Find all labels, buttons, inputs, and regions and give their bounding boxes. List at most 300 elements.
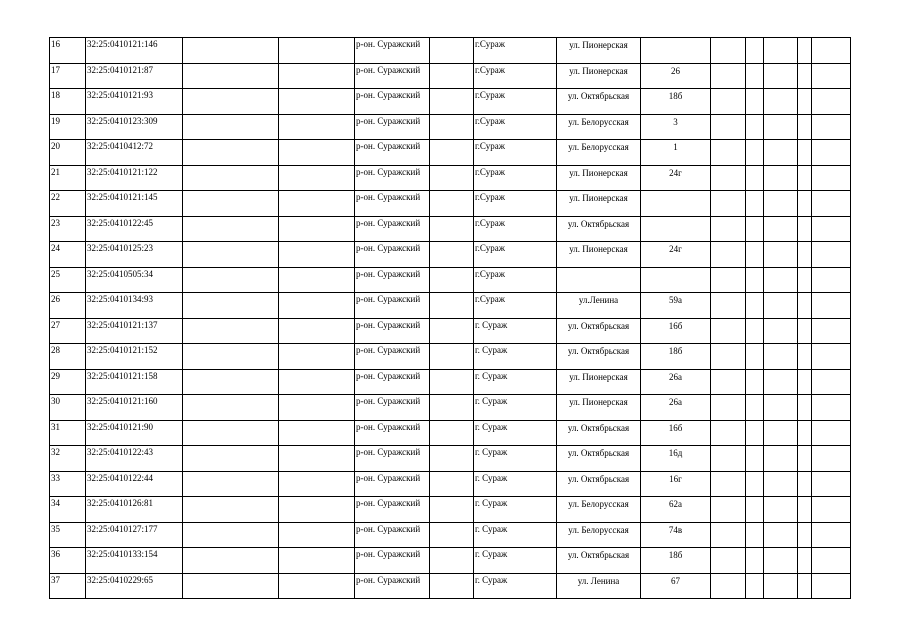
cell-empty [798, 242, 812, 268]
cell-street: ул. Пионерская [557, 191, 641, 217]
cell-house: 24г [641, 165, 711, 191]
cell-empty [430, 89, 474, 115]
cell-empty [711, 471, 746, 497]
table-row [50, 191, 851, 217]
cell-empty [430, 548, 474, 574]
cell-empty [279, 522, 355, 548]
cell-empty [764, 267, 798, 293]
cell-empty [279, 318, 355, 344]
cell-street: ул. Октябрьская [557, 318, 641, 344]
cell-empty [812, 89, 851, 115]
cell-empty [183, 369, 279, 395]
cell-empty [183, 497, 279, 523]
cell-empty [430, 395, 474, 421]
cell-empty [812, 420, 851, 446]
table-row [50, 420, 851, 446]
cell-num: 34 [50, 497, 86, 523]
cell-house: 59а [641, 293, 711, 319]
table-row [50, 471, 851, 497]
cell-empty [764, 63, 798, 89]
cell-city: г. Сураж [474, 420, 557, 446]
cell-street: ул. Октябрьская [557, 344, 641, 370]
cell-house: 74в [641, 522, 711, 548]
cell-empty [812, 267, 851, 293]
cell-empty [711, 548, 746, 574]
table-row [50, 446, 851, 472]
cell-empty [798, 293, 812, 319]
cell-cad: 32:25:0410121:87 [86, 63, 183, 89]
cell-empty [746, 446, 764, 472]
cell-empty [812, 471, 851, 497]
cell-city: г.Сураж [474, 191, 557, 217]
cell-empty [798, 548, 812, 574]
cell-num: 35 [50, 522, 86, 548]
cell-empty [183, 114, 279, 140]
cell-house: 16б [641, 318, 711, 344]
cell-empty [711, 344, 746, 370]
cell-empty [711, 242, 746, 268]
table-row [50, 242, 851, 268]
cell-empty [279, 471, 355, 497]
cell-empty [183, 420, 279, 446]
cell-empty [798, 63, 812, 89]
cell-empty [430, 63, 474, 89]
cell-city: г. Сураж [474, 318, 557, 344]
cell-empty [746, 573, 764, 599]
cell-city: г.Сураж [474, 293, 557, 319]
cell-empty [183, 216, 279, 242]
cell-empty [279, 446, 355, 472]
cell-num: 33 [50, 471, 86, 497]
cell-cad: 32:25:0410505:34 [86, 267, 183, 293]
cell-empty [279, 63, 355, 89]
cell-empty [430, 216, 474, 242]
cell-street: ул. Октябрьская [557, 471, 641, 497]
cell-house: 16г [641, 471, 711, 497]
cell-empty [430, 38, 474, 64]
table-row [50, 548, 851, 574]
cell-district: р-он. Суражский [355, 63, 430, 89]
cell-empty [711, 318, 746, 344]
cell-empty [711, 165, 746, 191]
cell-district: р-он. Суражский [355, 267, 430, 293]
cell-cad: 32:25:0410126:81 [86, 497, 183, 523]
table-body [50, 38, 851, 599]
cell-street: ул. Ленина [557, 573, 641, 599]
cell-num: 26 [50, 293, 86, 319]
cell-cad: 32:25:0410121:158 [86, 369, 183, 395]
cell-num: 25 [50, 267, 86, 293]
cell-street: ул.Ленина [557, 293, 641, 319]
cell-empty [430, 293, 474, 319]
cell-cad: 32:25:0410121:160 [86, 395, 183, 421]
cell-empty [764, 369, 798, 395]
cell-empty [798, 318, 812, 344]
cell-district: р-он. Суражский [355, 318, 430, 344]
cell-empty [279, 89, 355, 115]
cell-empty [746, 38, 764, 64]
cell-empty [812, 140, 851, 166]
cell-city: г.Сураж [474, 165, 557, 191]
cell-cad: 32:25:0410125:23 [86, 242, 183, 268]
cell-empty [798, 191, 812, 217]
cell-city: г. Сураж [474, 471, 557, 497]
cell-empty [812, 242, 851, 268]
cell-house: 3 [641, 114, 711, 140]
cell-house: 16д [641, 446, 711, 472]
cell-num: 23 [50, 216, 86, 242]
cell-empty [764, 89, 798, 115]
cell-empty [183, 395, 279, 421]
table-row [50, 318, 851, 344]
cell-empty [279, 140, 355, 166]
cell-street: ул. Октябрьская [557, 446, 641, 472]
cell-street: ул. Пионерская [557, 395, 641, 421]
cell-house [641, 38, 711, 64]
cell-house: 26а [641, 369, 711, 395]
cell-empty [430, 497, 474, 523]
cell-city: г.Сураж [474, 38, 557, 64]
cell-cad: 32:25:0410134:93 [86, 293, 183, 319]
cell-empty [798, 446, 812, 472]
cell-empty [746, 420, 764, 446]
cell-empty [279, 114, 355, 140]
cell-empty [711, 38, 746, 64]
cell-district: р-он. Суражский [355, 497, 430, 523]
cell-street: ул. Пионерская [557, 242, 641, 268]
cell-empty [711, 114, 746, 140]
cell-city: г. Сураж [474, 369, 557, 395]
cell-num: 24 [50, 242, 86, 268]
cell-street: ул. Пионерская [557, 369, 641, 395]
cell-empty [183, 191, 279, 217]
cell-num: 37 [50, 573, 86, 599]
cell-empty [764, 140, 798, 166]
cell-empty [798, 38, 812, 64]
cell-house: 24г [641, 242, 711, 268]
cell-empty [279, 497, 355, 523]
cell-empty [279, 395, 355, 421]
cell-empty [798, 573, 812, 599]
cell-cad: 32:25:0410121:152 [86, 344, 183, 370]
cell-empty [812, 216, 851, 242]
cell-district: р-он. Суражский [355, 471, 430, 497]
cell-house: 16б [641, 420, 711, 446]
cell-empty [430, 191, 474, 217]
cell-empty [764, 395, 798, 421]
cell-empty [812, 522, 851, 548]
table-row [50, 140, 851, 166]
cell-empty [430, 140, 474, 166]
cell-house: 18б [641, 344, 711, 370]
cell-num: 28 [50, 344, 86, 370]
cell-street: ул. Октябрьская [557, 420, 641, 446]
table-row [50, 497, 851, 523]
cell-empty [746, 548, 764, 574]
cell-empty [746, 191, 764, 217]
table-row [50, 344, 851, 370]
cell-empty [798, 395, 812, 421]
cell-house: 67 [641, 573, 711, 599]
cell-city: г. Сураж [474, 395, 557, 421]
cell-district: р-он. Суражский [355, 395, 430, 421]
cell-cad: 32:25:0410121:146 [86, 38, 183, 64]
property-table [49, 37, 851, 599]
cell-empty [764, 497, 798, 523]
cell-num: 18 [50, 89, 86, 115]
cell-city: г. Сураж [474, 573, 557, 599]
cell-empty [279, 573, 355, 599]
cell-empty [183, 446, 279, 472]
cell-empty [798, 344, 812, 370]
cell-empty [812, 497, 851, 523]
cell-empty [430, 267, 474, 293]
table-row [50, 63, 851, 89]
table-row [50, 165, 851, 191]
cell-empty [746, 522, 764, 548]
cell-empty [764, 216, 798, 242]
cell-empty [279, 38, 355, 64]
cell-empty [746, 267, 764, 293]
cell-house: 26а [641, 395, 711, 421]
cell-empty [183, 293, 279, 319]
cell-district: р-он. Суражский [355, 216, 430, 242]
cell-empty [279, 548, 355, 574]
cell-empty [279, 344, 355, 370]
cell-district: р-он. Суражский [355, 344, 430, 370]
cell-house: 26 [641, 63, 711, 89]
table-row [50, 522, 851, 548]
cell-empty [746, 216, 764, 242]
cell-empty [711, 89, 746, 115]
cell-cad: 32:25:0410123:309 [86, 114, 183, 140]
cell-empty [764, 293, 798, 319]
cell-empty [183, 63, 279, 89]
cell-district: р-он. Суражский [355, 293, 430, 319]
cell-city: г. Сураж [474, 497, 557, 523]
cell-empty [430, 165, 474, 191]
cell-empty [764, 38, 798, 64]
cell-empty [798, 216, 812, 242]
cell-house [641, 267, 711, 293]
cell-empty [798, 114, 812, 140]
cell-city: г.Сураж [474, 89, 557, 115]
cell-empty [746, 140, 764, 166]
cell-city: г. Сураж [474, 548, 557, 574]
cell-house: 62а [641, 497, 711, 523]
cell-empty [279, 369, 355, 395]
cell-empty [279, 191, 355, 217]
cell-house [641, 191, 711, 217]
cell-num: 36 [50, 548, 86, 574]
cell-empty [183, 318, 279, 344]
cell-street: ул. Октябрьская [557, 548, 641, 574]
table-row [50, 216, 851, 242]
cell-street: ул. Белорусская [557, 114, 641, 140]
cell-empty [183, 471, 279, 497]
cell-num: 21 [50, 165, 86, 191]
cell-empty [183, 38, 279, 64]
cell-empty [430, 242, 474, 268]
cell-empty [812, 395, 851, 421]
cell-empty [798, 140, 812, 166]
table-row [50, 369, 851, 395]
table-row [50, 293, 851, 319]
cell-empty [746, 318, 764, 344]
cell-empty [711, 420, 746, 446]
cell-district: р-он. Суражский [355, 242, 430, 268]
cell-street: ул. Пионерская [557, 38, 641, 64]
cell-street: ул. Белорусская [557, 522, 641, 548]
cell-city: г.Сураж [474, 63, 557, 89]
cell-num: 16 [50, 38, 86, 64]
cell-empty [764, 446, 798, 472]
cell-empty [764, 318, 798, 344]
cell-city: г.Сураж [474, 216, 557, 242]
cell-cad: 32:25:0410229:65 [86, 573, 183, 599]
cell-empty [279, 216, 355, 242]
cell-empty [711, 191, 746, 217]
cell-cad: 32:25:0410412:72 [86, 140, 183, 166]
cell-city: г. Сураж [474, 446, 557, 472]
cell-empty [430, 318, 474, 344]
cell-empty [798, 369, 812, 395]
cell-empty [764, 344, 798, 370]
cell-empty [711, 395, 746, 421]
cell-empty [764, 242, 798, 268]
cell-house [641, 216, 711, 242]
cell-district: р-он. Суражский [355, 38, 430, 64]
cell-empty [430, 344, 474, 370]
cell-num: 31 [50, 420, 86, 446]
cell-cad: 32:25:0410122:44 [86, 471, 183, 497]
cell-city: г.Сураж [474, 140, 557, 166]
cell-empty [812, 165, 851, 191]
cell-empty [183, 344, 279, 370]
cell-empty [746, 242, 764, 268]
cell-district: р-он. Суражский [355, 114, 430, 140]
cell-cad: 32:25:0410121:90 [86, 420, 183, 446]
cell-empty [746, 395, 764, 421]
cell-empty [764, 522, 798, 548]
cell-empty [812, 191, 851, 217]
cell-empty [430, 369, 474, 395]
cell-empty [798, 522, 812, 548]
cell-empty [812, 548, 851, 574]
cell-empty [711, 446, 746, 472]
cell-empty [183, 573, 279, 599]
cell-empty [711, 369, 746, 395]
cell-cad: 32:25:0410127:177 [86, 522, 183, 548]
cell-street [557, 267, 641, 293]
cell-street: ул. Октябрьская [557, 216, 641, 242]
cell-empty [711, 522, 746, 548]
table-row [50, 89, 851, 115]
cell-empty [183, 140, 279, 166]
cell-empty [812, 38, 851, 64]
cell-empty [183, 242, 279, 268]
cell-city: г.Сураж [474, 242, 557, 268]
cell-empty [711, 216, 746, 242]
cell-empty [183, 522, 279, 548]
cell-street: ул. Пионерская [557, 63, 641, 89]
cell-empty [711, 573, 746, 599]
cell-empty [183, 267, 279, 293]
cell-empty [746, 369, 764, 395]
cell-empty [764, 114, 798, 140]
cell-street: ул. Белорусская [557, 140, 641, 166]
cell-district: р-он. Суражский [355, 140, 430, 166]
cell-district: р-он. Суражский [355, 573, 430, 599]
cell-city: г. Сураж [474, 344, 557, 370]
cell-street: ул. Пионерская [557, 165, 641, 191]
cell-district: р-он. Суражский [355, 369, 430, 395]
table-row [50, 395, 851, 421]
cell-house: 18б [641, 548, 711, 574]
cell-empty [798, 165, 812, 191]
cell-cad: 32:25:0410121:122 [86, 165, 183, 191]
cell-empty [746, 114, 764, 140]
cell-city: г.Сураж [474, 114, 557, 140]
cell-empty [279, 165, 355, 191]
cell-empty [764, 165, 798, 191]
cell-empty [711, 497, 746, 523]
cell-empty [764, 548, 798, 574]
cell-city: г. Сураж [474, 522, 557, 548]
cell-cad: 32:25:0410121:145 [86, 191, 183, 217]
cell-empty [812, 344, 851, 370]
cell-cad: 32:25:0410122:45 [86, 216, 183, 242]
cell-empty [279, 420, 355, 446]
cell-empty [812, 63, 851, 89]
cell-district: р-он. Суражский [355, 446, 430, 472]
cell-empty [798, 471, 812, 497]
cell-empty [812, 446, 851, 472]
cell-empty [746, 89, 764, 115]
cell-empty [183, 165, 279, 191]
cell-city: г.Сураж [474, 267, 557, 293]
cell-empty [430, 114, 474, 140]
cell-empty [711, 267, 746, 293]
cell-empty [798, 420, 812, 446]
cell-district: р-он. Суражский [355, 89, 430, 115]
cell-empty [764, 191, 798, 217]
cell-empty [746, 497, 764, 523]
cell-district: р-он. Суражский [355, 191, 430, 217]
table-row [50, 573, 851, 599]
table-row [50, 267, 851, 293]
cell-num: 22 [50, 191, 86, 217]
cell-empty [798, 89, 812, 115]
cell-empty [711, 140, 746, 166]
table-row [50, 114, 851, 140]
cell-district: р-он. Суражский [355, 165, 430, 191]
cell-empty [279, 293, 355, 319]
cell-num: 20 [50, 140, 86, 166]
cell-num: 29 [50, 369, 86, 395]
cell-empty [746, 63, 764, 89]
cell-empty [430, 446, 474, 472]
cell-num: 27 [50, 318, 86, 344]
table-row [50, 38, 851, 64]
cell-empty [812, 318, 851, 344]
cell-street: ул. Октябрьская [557, 89, 641, 115]
cell-empty [764, 471, 798, 497]
cell-num: 17 [50, 63, 86, 89]
cell-num: 30 [50, 395, 86, 421]
cell-empty [746, 471, 764, 497]
cell-empty [812, 293, 851, 319]
